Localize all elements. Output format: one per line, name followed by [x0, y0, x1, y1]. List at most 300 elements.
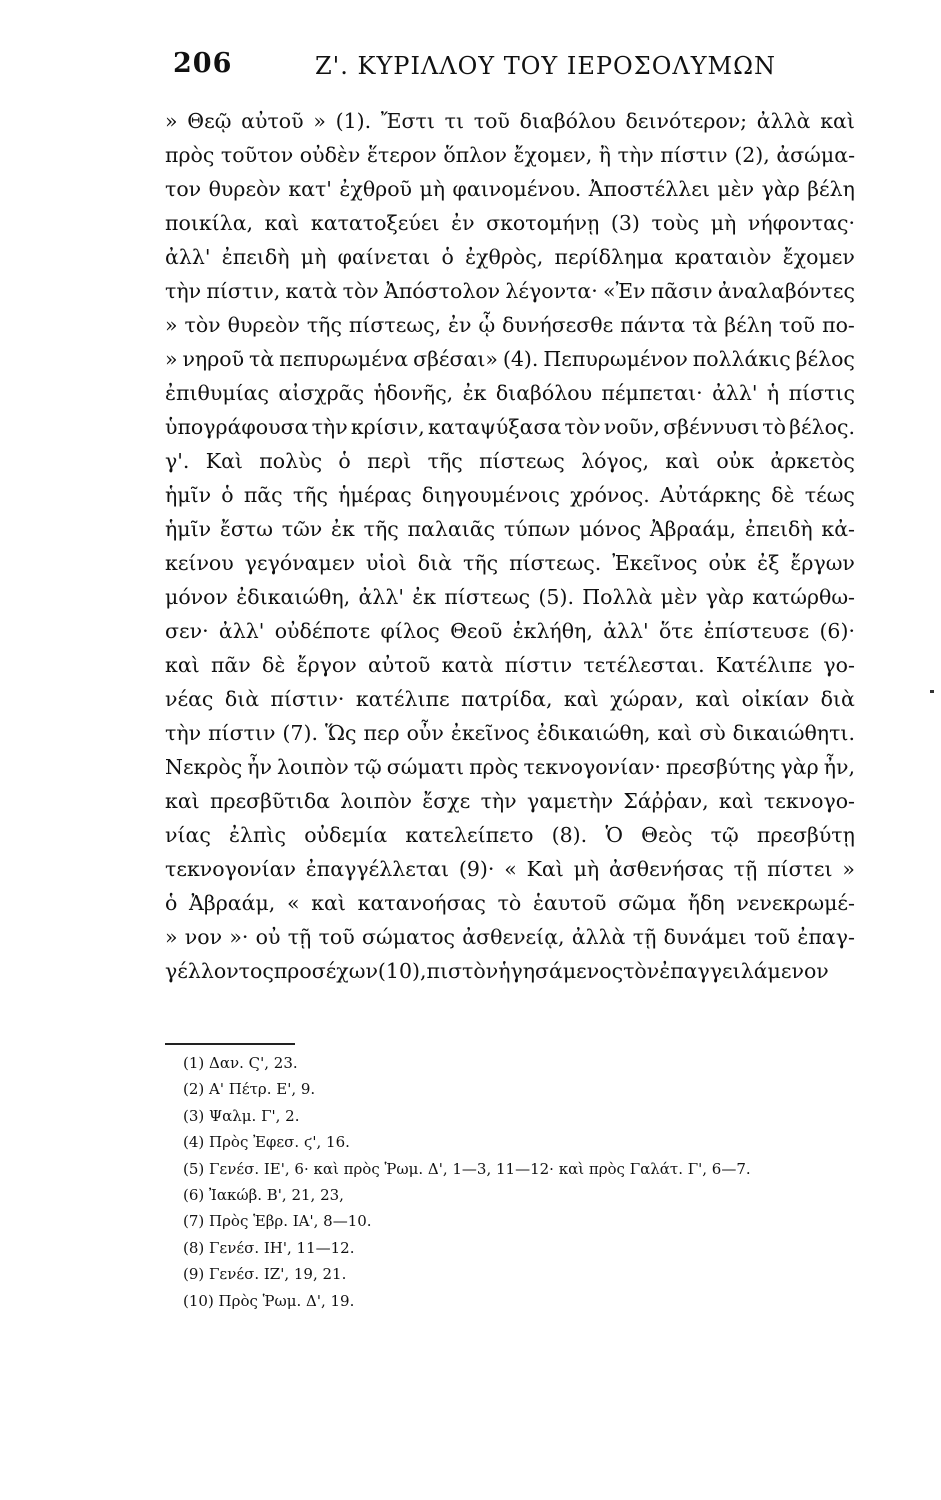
word: ἔστω [219, 517, 273, 541]
body-line [165, 784, 855, 818]
word: Πολλὰ [582, 585, 653, 609]
word: νενεκρωμέ- [736, 891, 855, 915]
word: πᾶς [243, 483, 283, 507]
word: ἢ [598, 143, 612, 167]
word: τῇ [733, 857, 758, 881]
word: πρεσβύτῃ [756, 823, 855, 847]
footnote-rule [165, 1043, 295, 1045]
word: διαβόλου [495, 381, 593, 405]
word: ἑαυτοῦ [532, 891, 607, 915]
word: περὶ [367, 449, 412, 473]
word: (5). [538, 585, 574, 609]
word: ὁ [165, 891, 178, 915]
footnote: (10) Πρὸς Ῥωμ. Δ', 19. [183, 1291, 355, 1310]
word: αὐτοῦ [241, 109, 304, 133]
word: τὴν [617, 143, 654, 167]
word: ἐπαγγέλλεται [305, 857, 450, 881]
word: παλαιᾶς [407, 517, 496, 541]
word: ἕτερον [366, 143, 437, 167]
word: πέμπεται· [601, 381, 703, 405]
word: νηροῦ [182, 347, 245, 371]
word: βέλη [807, 177, 855, 201]
running-title: Ζ'. ΚΥΡΙΛΛΟΥ ΤΟΥ ΙΕΡΟΣΟΛΥΜΩΝ [315, 52, 777, 80]
word: διὰ [820, 687, 855, 711]
word: καταψύξασα [427, 415, 562, 439]
word: κατώρθω- [752, 585, 855, 609]
word: Σάῤῥαν, [623, 789, 709, 813]
word: πολὺς [259, 449, 323, 473]
word: δυνήσεσθε [502, 313, 614, 337]
word: (7). [282, 721, 318, 745]
word: ἐπαγγειλάμενον [659, 959, 829, 983]
word: πίστιν, [206, 279, 281, 303]
word: « [504, 857, 517, 881]
word: ἀλλ' [358, 585, 404, 609]
word: ἐχθρὸς, [465, 245, 544, 269]
word: πίστει [767, 857, 833, 881]
word: πο- [822, 313, 855, 337]
word: ἀλλὰ [571, 925, 626, 949]
body-line [165, 750, 855, 784]
word: γαμετὴν [526, 789, 614, 813]
word: ἤδη [687, 891, 725, 915]
word: Αὐτάρκης [659, 483, 762, 507]
word: νέας [165, 687, 214, 711]
word: ποικίλα, [165, 211, 254, 235]
word: χρόνος. [570, 483, 650, 507]
word: διὰ [417, 551, 453, 575]
word: Θεὸς [641, 823, 693, 847]
word: χώραν, [610, 687, 685, 711]
word: » [165, 313, 178, 337]
word: τὸ [762, 415, 786, 439]
footnote: (1) Δαν. Ϛ', 23. [183, 1054, 298, 1072]
word: κατελείπετο [405, 823, 534, 847]
word: τὴν [165, 279, 202, 303]
word: ἐκ [462, 381, 487, 405]
word: κατὰ [441, 653, 494, 677]
word: κατανοήσας [357, 891, 486, 915]
word: » [165, 109, 178, 133]
word: τῷ [353, 755, 382, 779]
word: καὶ [165, 653, 200, 677]
word: πατρίδα, [461, 687, 553, 711]
word: ἔργον [296, 653, 357, 677]
word: τῆς [363, 517, 399, 541]
word: πίστεως [479, 449, 565, 473]
word: τετέλεσται. [583, 653, 705, 677]
word: οὐκ [716, 449, 755, 473]
word: πίστιν [504, 653, 573, 677]
word: (4). [502, 347, 539, 371]
word: λόγος, [581, 449, 650, 473]
body-line [165, 342, 855, 376]
word: αἰσχρᾶς [278, 381, 365, 405]
word: μὴ [419, 177, 446, 201]
word: τύπων [503, 517, 571, 541]
word: (8). [551, 823, 588, 847]
word: Ἔστι [380, 109, 435, 133]
word: γο- [823, 653, 855, 677]
word: ἐλπὶς [229, 823, 287, 847]
word: ὑπογράφουσα [165, 415, 309, 439]
body-line [165, 410, 855, 444]
word: πᾶσιν [650, 279, 713, 303]
word: ὁ [441, 245, 454, 269]
word: δυνάμει [663, 925, 747, 949]
word: Καὶ [205, 449, 243, 473]
word: ᾧ [478, 313, 496, 337]
word: Ἀβραάμ, [649, 517, 737, 541]
word: θυρεὸν [227, 313, 300, 337]
word: καὶ [718, 789, 754, 813]
word: ἐπιθυμίας [165, 381, 270, 405]
word: μὴ [710, 211, 737, 235]
word: πεπυρωμένα [279, 347, 409, 371]
body-line [165, 716, 855, 750]
word: (6)· [819, 619, 855, 643]
word: φαίνεται [337, 245, 431, 269]
word: Ὁ [605, 823, 623, 847]
word: ἀσώμα- [776, 143, 855, 167]
word: πᾶν [210, 653, 251, 677]
word: υἱοὶ [365, 551, 407, 575]
word: Καὶ [526, 857, 564, 881]
word: ἐδικαιώθη, [236, 585, 351, 609]
word: τὸν [564, 415, 601, 439]
word: ἐδικαιώθη, [536, 721, 651, 745]
body-line [165, 104, 855, 138]
body-line [165, 240, 855, 274]
word: σώματος [361, 925, 456, 949]
word: κἀ- [821, 517, 855, 541]
word: Ἀπόστολον [384, 279, 501, 303]
word: ἀσθενείᾳ, [462, 925, 565, 949]
body-line [165, 886, 855, 920]
word: πιστὸν [426, 959, 499, 983]
word: διαβόλου [519, 109, 616, 133]
word: πίστιν· [270, 687, 345, 711]
word: τῆς [463, 551, 499, 575]
word: ἐν [451, 211, 475, 235]
word: ἡδονῆς, [373, 381, 454, 405]
word: κατατοξεύει [310, 211, 440, 235]
footnote: (9) Γενέσ. ΙΖ', 19, 21. [183, 1265, 347, 1284]
word: τῷ [710, 823, 739, 847]
word: τοῦ [778, 313, 816, 337]
word: (3) [610, 211, 640, 235]
word: ἐπαγ- [797, 925, 855, 949]
word: » [842, 857, 855, 881]
word: τὴν [165, 721, 202, 745]
word: τὸν [623, 959, 660, 983]
word: ἔχομεν [782, 245, 855, 269]
word: καὶ [665, 449, 701, 473]
word: μόνος [579, 517, 642, 541]
body-line [165, 920, 855, 954]
word: τὸ [497, 891, 522, 915]
word: οὐ [255, 925, 281, 949]
word: βέλος [795, 347, 855, 371]
word: σὺ [699, 721, 726, 745]
body-text [165, 104, 855, 988]
word: πρὸς [469, 755, 519, 779]
word: ἐπίστευσε [703, 619, 810, 643]
word: κρίσιν, [350, 415, 425, 439]
word: »· [229, 925, 249, 949]
word: (10), [377, 959, 427, 983]
body-line [165, 852, 855, 886]
footnote: (2) Α' Πέτρ. Ε', 9. [183, 1080, 316, 1099]
word: ἐκ [331, 517, 355, 541]
word: πολλάκις [692, 347, 791, 371]
word: μὴ [573, 857, 600, 881]
body-line [165, 138, 855, 172]
word: τὰ [692, 313, 718, 337]
word: ἀλλὰ [756, 109, 811, 133]
word: οὐκ [708, 551, 747, 575]
word: ἔχομεν, [513, 143, 593, 167]
word: πίστεως [444, 585, 531, 609]
word: γ'. [165, 449, 190, 473]
word: ἐκλήθη, [512, 619, 593, 643]
body-line [165, 682, 855, 716]
word: πρεσβύτης [665, 755, 776, 779]
word: διηγουμένοις [421, 483, 560, 507]
word: τῇ [287, 925, 312, 949]
body-line [165, 580, 855, 614]
word: τον [165, 177, 202, 201]
body-line [165, 512, 855, 546]
word: τοὺς [651, 211, 700, 235]
word: ἀλλ' [165, 245, 211, 269]
word: Ἀποστέλλει [588, 177, 710, 201]
word: δὲ [261, 653, 286, 677]
word: » [313, 109, 326, 133]
word: ἀρκετὸς [770, 449, 855, 473]
word: πίστις [788, 381, 855, 405]
word: καὶ [820, 109, 855, 133]
word: λοιπὸν [340, 789, 412, 813]
word: ὁ [221, 483, 234, 507]
word: οὖν [406, 721, 444, 745]
body-line [165, 818, 855, 852]
word: κατέλιπε [355, 687, 450, 711]
word: τοῦ [473, 109, 510, 133]
word: καὶ [563, 687, 599, 711]
word: πρεσβῦτιδα [209, 789, 331, 813]
word: ἀναλαβόντες [717, 279, 855, 303]
footnote: (4) Πρὸς Ἐφεσ. ϛ', 16. [183, 1133, 350, 1152]
footnote: (3) Ψαλμ. Γ', 2. [183, 1106, 300, 1125]
word: τὴν [311, 415, 348, 439]
word: σώματι [386, 755, 465, 779]
word: μόνον [165, 585, 228, 609]
word: Ἐκεῖνος [612, 551, 698, 575]
footnote: (7) Πρὸς Ἑβρ. ΙΑ', 8—10. [183, 1212, 372, 1231]
word: πρὸς [165, 143, 215, 167]
word: μὲν [717, 177, 755, 201]
word: βέλος. [789, 415, 855, 439]
word: « [286, 891, 300, 915]
word: τεκνογο- [763, 789, 855, 813]
word: ἐπειδὴ [744, 517, 813, 541]
word: τὸν [184, 313, 221, 337]
word: ἦν, [823, 755, 855, 779]
word: Ἀβραάμ, [189, 891, 276, 915]
body-line [165, 206, 855, 240]
word: ἡμῖν [165, 483, 212, 507]
word: γὰρ [780, 755, 819, 779]
word: φίλος [380, 619, 440, 643]
body-line [165, 546, 855, 580]
word: δεινότερον; [625, 109, 748, 133]
page-number: 206 [173, 48, 233, 79]
word: Θεοῦ [450, 619, 503, 643]
word: πάντα [620, 313, 686, 337]
word: τεκνογονίαν [165, 857, 296, 881]
word: νον [184, 925, 223, 949]
word: μὲν [660, 585, 698, 609]
print-speck [930, 690, 934, 693]
word: σκοτομήνῃ [486, 211, 600, 235]
word: πίστιν [208, 721, 276, 745]
word: ἡμῖν [165, 517, 212, 541]
word: τῆς [427, 449, 463, 473]
word: τὴν [480, 789, 517, 813]
word: ἐχθροῦ [339, 177, 413, 201]
word: τῆς [306, 313, 342, 337]
body-line [165, 478, 855, 512]
word: θυρεὸν [208, 177, 281, 201]
word: πίστιν [660, 143, 728, 167]
word: ἦν [247, 755, 273, 779]
body-line [165, 648, 855, 682]
word: καὶ [657, 721, 693, 745]
word: » [165, 347, 178, 371]
word: ἀλλ' [218, 619, 265, 643]
word: καὶ [311, 891, 346, 915]
word: ὅτε [658, 619, 694, 643]
body-line [165, 376, 855, 410]
footnotes [183, 1050, 863, 1314]
footnote: (8) Γενέσ. ΙΗ', 11—12. [183, 1238, 355, 1257]
word: νίας [165, 823, 211, 847]
word: ἐπειδὴ [221, 245, 290, 269]
body-line [165, 954, 855, 988]
word: τοῦ [753, 925, 791, 949]
word: οὐδέποτε [274, 619, 371, 643]
word: γὰρ [705, 585, 744, 609]
word: Ὥς [324, 721, 357, 745]
word: λοιπὸν [277, 755, 349, 779]
word: Πεπυρωμένον [543, 347, 688, 371]
word: τὰ [249, 347, 275, 371]
word: γέλλοντος [165, 959, 274, 983]
word: ἡγησάμενος [498, 959, 624, 983]
word: νοῦν, [603, 415, 661, 439]
body-line [165, 308, 855, 342]
word: πίστεως, [348, 313, 442, 337]
footnote: (6) Ἰακώβ. Β', 21, 23, [183, 1185, 344, 1204]
word: προσέχων [273, 959, 378, 983]
word: ὅπλον [443, 143, 507, 167]
word: γὰρ [761, 177, 800, 201]
word: τῇ [632, 925, 657, 949]
word: οἰκίαν [741, 687, 810, 711]
body-line [165, 172, 855, 206]
word: αὐτοῦ [367, 653, 431, 677]
word: «Ἐν [603, 279, 646, 303]
word: διὰ [224, 687, 260, 711]
word: (2), [734, 143, 770, 167]
word: ἡ [766, 381, 780, 405]
word: ἐξ [757, 551, 780, 575]
body-line [165, 444, 855, 478]
word: (9)· [458, 857, 495, 881]
word: σῶμα [618, 891, 677, 915]
word: τὸν [342, 279, 379, 303]
word: φαινομένου. [452, 177, 582, 201]
word: ἡμέρας [338, 483, 412, 507]
word: ἐκ [412, 585, 437, 609]
word: καὶ [264, 211, 300, 235]
word: ἀλλ' [603, 619, 649, 643]
body-line [165, 274, 855, 308]
word: » [165, 925, 178, 949]
word: περίδλημα [554, 245, 664, 269]
word: ὁ [338, 449, 351, 473]
word: ἀλλ' [712, 381, 758, 405]
word: μὴ [300, 245, 327, 269]
word: περ [363, 721, 400, 745]
word: δικαιώθητι. [732, 721, 855, 745]
word: κείνου [165, 551, 234, 575]
word: τέως [804, 483, 855, 507]
footnote: (5) Γενέσ. ΙΕ', 6· καὶ πρὸς Ῥωμ. Δ', 1—3, 11—12· καὶ πρὸς Γαλάτ. Γ', 6—7. [183, 1159, 751, 1178]
word: τῶν [281, 517, 323, 541]
word: ἔσχε [422, 789, 471, 813]
word: κατ' [288, 177, 332, 201]
word: (1). [335, 109, 372, 133]
word: τοῦ [318, 925, 355, 949]
word: κατὰ [285, 279, 338, 303]
word: καὶ [695, 687, 731, 711]
word: ἐκεῖνος [450, 721, 530, 745]
word: ἔργων [790, 551, 855, 575]
word: τοῦτον [220, 143, 294, 167]
word: δὲ [771, 483, 795, 507]
word: τεκνογονίαν· [523, 755, 661, 779]
word: Κατέλιπε [715, 653, 813, 677]
word: Θεῷ [187, 109, 232, 133]
word: βέλη [724, 313, 773, 337]
word: ἀσθενήσας [608, 857, 724, 881]
word: σβέσαι» [413, 347, 498, 371]
word: λέγοντα· [505, 279, 598, 303]
word: Νεκρὸς [165, 755, 243, 779]
word: σβέννυσι [663, 415, 760, 439]
word: ἐν [448, 313, 472, 337]
running-head [165, 44, 855, 84]
word: τι [444, 109, 465, 133]
word: τῆς [292, 483, 328, 507]
word: καὶ [165, 789, 200, 813]
word: σεν· [165, 619, 209, 643]
word: κραταιὸν [674, 245, 772, 269]
word: νήφοντας· [747, 211, 855, 235]
word: πίστεως. [509, 551, 602, 575]
